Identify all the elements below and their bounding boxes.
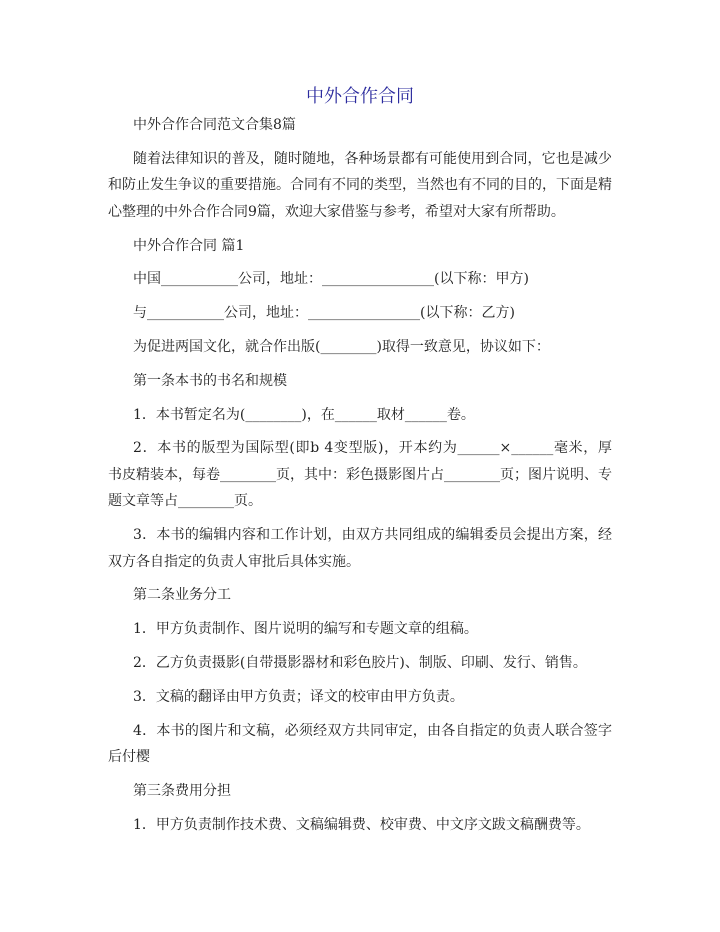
clause-item: [108, 684, 612, 711]
clause-item: [108, 718, 612, 771]
clause-line: 1．本书暂定名为(________)，在______取材______卷。: [133, 406, 475, 423]
clause-item: [108, 650, 612, 677]
article-heading-text: 第三条费用分担: [133, 782, 231, 799]
intro-paragraph: [108, 146, 612, 226]
clause-item: [108, 522, 612, 575]
clause-line: 2．乙方负责摄影(自带摄影器材和彩色胶片)、制版、印刷、发行、销售。: [133, 655, 587, 672]
party-b-line: [108, 300, 612, 327]
document-title: 中外合作合同: [306, 86, 414, 107]
clause-item: [108, 402, 612, 429]
party-b-text: 与___________公司，地址：________________(以下称：乙方): [133, 305, 515, 322]
clause-item: [108, 435, 612, 515]
section-heading-text: 中外合作合同 篇1: [133, 237, 245, 254]
subtitle-line: 中外合作合同范文合集8篇: [133, 117, 296, 133]
clause-line: 双方各自指定的负责人审批后具体实施。: [108, 553, 360, 570]
paragraph-line: 心整理的中外合作合同9篇，欢迎大家借鉴与参考，希望对大家有所帮助。: [108, 203, 565, 220]
clause-line: 题文章等占________页。: [108, 493, 262, 510]
section-heading: [108, 233, 612, 260]
paragraph-line: 随着法律知识的普及，随时随地，各种场景都有可能使用到合同，它也是减少: [133, 150, 612, 167]
paragraph-line: 和防止发生争议的重要措施。合同有不同的类型，当然也有不同的目的，下面是精: [108, 177, 612, 194]
party-a-line: [108, 266, 612, 293]
party-a-text: 中国___________公司，地址：________________(以下称：甲方): [133, 271, 529, 288]
clause-item: [108, 812, 612, 839]
article-heading: [108, 582, 612, 609]
document-body: [108, 84, 612, 846]
clause-item: [108, 616, 612, 643]
article-heading: [108, 368, 612, 395]
article-heading-text: 第二条业务分工: [133, 587, 231, 604]
clause-line: 后付樱: [108, 749, 150, 766]
clause-line: 3．文稿的翻译由甲方负责；译文的校审由甲方负责。: [133, 688, 464, 705]
preamble-text: 为促进两国文化，就合作出版(________)取得一致意见，协议如下：: [133, 338, 550, 355]
article-heading-text: 第一条本书的书名和规模: [133, 372, 287, 389]
article-heading: [108, 778, 612, 805]
document-subtitle: [108, 112, 612, 139]
clause-line: 1．甲方负责制作、图片说明的编写和专题文章的组稿。: [133, 621, 478, 638]
preamble: [108, 334, 612, 361]
clause-line: 1．甲方负责制作技术费、文稿编辑费、校审费、中文序文跋文稿酬费等。: [133, 816, 590, 833]
clause-line: 书皮精装本，每卷________页，其中：彩色摄影图片占________页；图片说明、专: [108, 466, 612, 483]
clause-line: 2．本书的版型为国际型(即b 4变型版)，开本约为______×______毫米，厚: [133, 440, 612, 457]
clause-line: 3．本书的编辑内容和工作计划，由双方共同组成的编辑委员会提出方案，经: [133, 527, 612, 544]
clause-line: 4．本书的图片和文稿，必须经双方共同审定，由各自指定的负责人联合签字: [133, 722, 612, 739]
